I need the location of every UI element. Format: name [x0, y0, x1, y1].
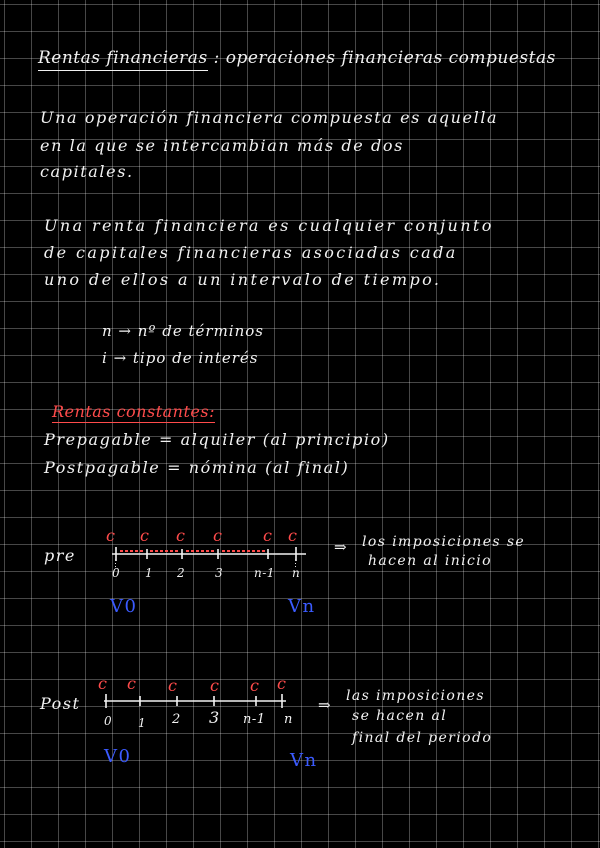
pre-tick-label-3: 3 [215, 566, 224, 580]
post-label: Post [40, 694, 81, 713]
pre-tick-label-n: n [292, 566, 301, 580]
title-heading: Rentas financieras [38, 48, 208, 71]
pre-capital-3: c [213, 526, 224, 545]
section-title-rentas-constantes: Rentas constantes: [52, 402, 215, 421]
post-capital-3: c [210, 676, 221, 695]
post-tick-label-3: 3 [209, 708, 220, 727]
post-note-line1: las imposiciones [346, 688, 485, 704]
post-capital-2: c [168, 676, 179, 695]
post-tick-label-n: n [284, 712, 293, 727]
post-tick-label-1: 1 [138, 716, 147, 730]
post-tick-label-2: 2 [172, 712, 181, 727]
paragraph1-line2: en la que se intercambian más de dos [40, 136, 404, 155]
pre-dots-0: ⋮ [111, 559, 120, 569]
paragraph2-line1: Una renta financiera es cualquier conjunto [44, 216, 494, 235]
definition-i: i → tipo de interés [102, 349, 259, 367]
pre-capital-0: c [106, 526, 117, 545]
pre-capital-4: c [263, 526, 274, 545]
post-note-line2: se hacen al [352, 708, 448, 724]
pre-capital-1: c [140, 526, 151, 545]
prepagable-line: Prepagable = alquiler (al principio) [44, 430, 390, 449]
pre-tick-label-2: 2 [177, 566, 186, 580]
post-arrow: ⇒ [318, 696, 332, 714]
pre-value-v0: V0 [110, 596, 138, 617]
pre-capital-5: c [288, 526, 299, 545]
pre-dots-n: ⋮ [291, 559, 300, 569]
paragraph2-line2: de capitales financieras asociadas cada [44, 243, 458, 262]
post-capital-4: c [250, 676, 261, 695]
post-value-vn: Vn [290, 750, 318, 771]
post-tick-label-n-1: n-1 [243, 712, 266, 727]
post-value-v0: V0 [104, 746, 132, 767]
title-subtitle: : operaciones financieras compuestas [213, 48, 556, 68]
pre-arrow: ⇒ [334, 538, 348, 556]
pre-tick-label-n-1: n-1 [254, 566, 275, 580]
post-tick-label-0: 0 [104, 714, 113, 728]
post-capital-5: c [277, 674, 288, 693]
post-capital-0: c [98, 674, 109, 693]
post-capital-1: c [127, 674, 138, 693]
pre-tick-label-1: 1 [145, 566, 154, 580]
paragraph1-line3: capitales. [40, 162, 134, 181]
pre-label: pre [44, 546, 76, 565]
pre-note-line2: hacen al inicio [368, 553, 492, 569]
paragraph2-line3: uno de ellos a un intervalo de tiempo. [44, 270, 442, 289]
pre-capital-2: c [176, 526, 187, 545]
pre-value-vn: Vn [288, 596, 316, 617]
pre-tick-label-0: 0 [112, 566, 121, 580]
postpagable-line: Postpagable = nómina (al final) [44, 458, 350, 477]
pre-note-line1: los imposiciones se [362, 534, 526, 550]
paragraph1-line1: Una operación financiera compuesta es aquella [40, 108, 499, 127]
definition-n: n → nº de términos [102, 322, 264, 340]
post-note-line3: final del periodo [352, 730, 493, 746]
